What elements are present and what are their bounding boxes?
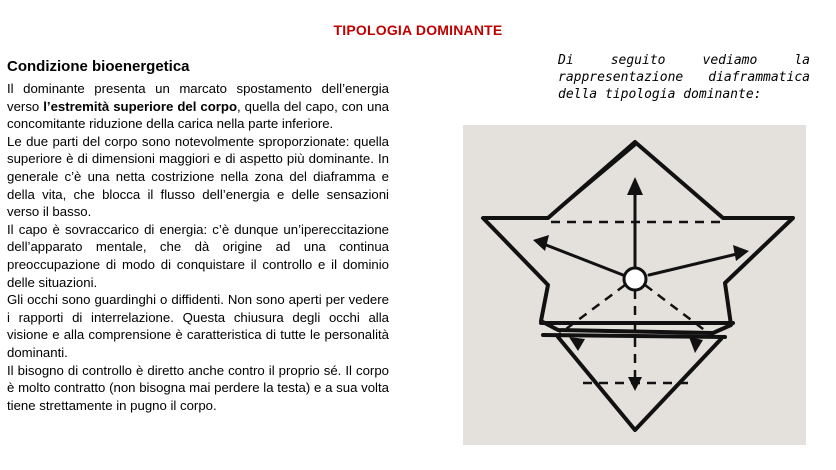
lower-band-outline-2 <box>543 335 725 337</box>
arrow-right-head <box>733 245 749 261</box>
arrow-down-right-head <box>689 337 703 353</box>
text-column <box>7 58 389 414</box>
paragraph-1-bold: l’estremità superiore del corpo <box>43 98 238 114</box>
paragraph-2: Le due parti del corpo sono notevolmente sproporzionate: quella superiore è di dimensioni maggiori e di aspetto più dominante. In generale c’è una netta costrizione nella zona del diaframma e della vita, che blocca il flusso dell’energia e delle sensazioni verso il basso. <box>7 133 389 220</box>
arrow-left-line <box>541 243 623 275</box>
arrow-up-head <box>627 177 643 195</box>
paragraph-1-end: , quella del capo, con una concomitante riduzione della carica nella parte inferiore. <box>7 98 389 132</box>
diagram-caption: Di seguito vediamo la rappresentazione diaframmatica della tipologia dominante: <box>558 53 810 102</box>
section-heading: Condizione bioenergetica <box>7 58 190 75</box>
center-circle <box>624 268 646 290</box>
diagram-image <box>463 125 806 445</box>
paragraph-1-start: Il dominante presenta un marcato spostamento dell’energia verso <box>7 81 389 114</box>
upper-triangle-outline <box>483 142 793 333</box>
dashed-right <box>645 285 711 335</box>
bioenergetic-star-diagram <box>463 125 806 445</box>
dashed-left <box>558 285 625 335</box>
paragraph-4: Gli occhi sono guardinghi o diffidenti. Non sono aperti per vedere i rapporti di interrelazione. Questa chiusura degli occhi alla visione e alla comprensione è caratteristica di tutte le personalità dominanti. <box>7 292 389 360</box>
paragraph-5: Il bisogno di controllo è diretto anche contro il proprio sé. Il corpo è molto contratto (non bisogna mai perdere la testa) e a sua volta tiene strettamente in pugno il corpo. <box>7 362 389 413</box>
arrow-left-head <box>533 235 549 251</box>
arrow-right-line <box>649 253 741 275</box>
paragraph-3: Il capo è sovraccarico di energia: c’è dunque un’ipereccitazione dell’apparato mentale, che dà origine ad una continua preoccupazione di modo di conquistare il controllo e il dominio delle situazioni. <box>7 221 389 290</box>
page-title: TIPOLOGIA DOMINANTE <box>333 22 503 38</box>
inner-edge <box>548 145 635 218</box>
arrow-down-left-head <box>569 337 585 351</box>
paragraph-1 <box>7 80 389 133</box>
